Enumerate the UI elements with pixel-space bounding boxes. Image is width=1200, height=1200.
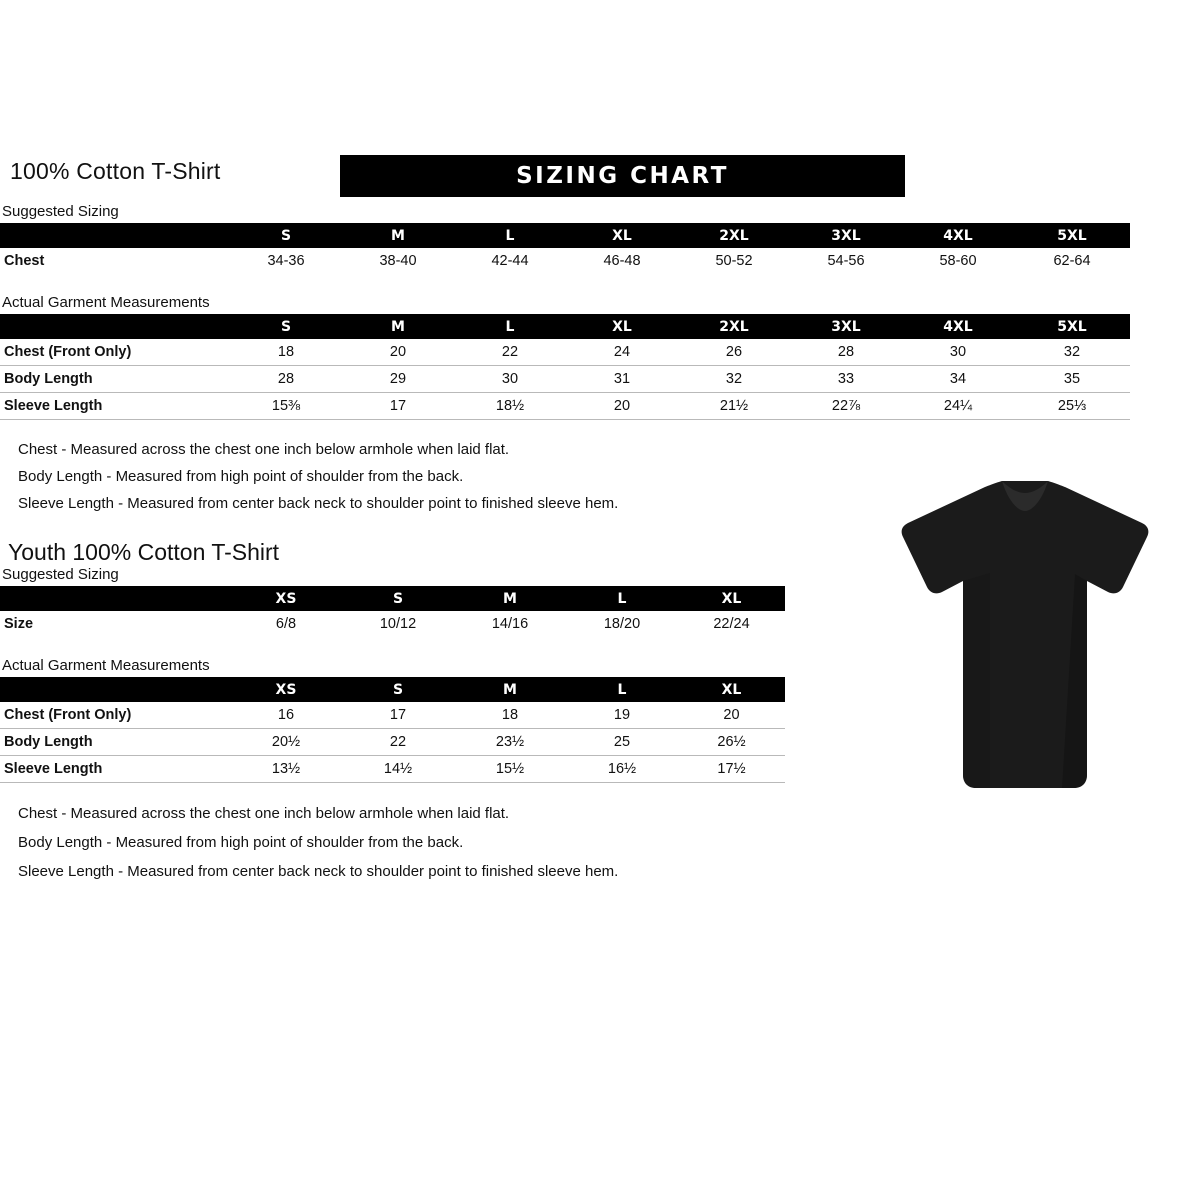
cell-size-s: 10/12 bbox=[379, 616, 417, 632]
cell-chest-3xl: 54-56 bbox=[827, 253, 865, 269]
tshirt-icon bbox=[880, 475, 1170, 805]
header-cell-m: M bbox=[503, 681, 517, 698]
tshirt-product-image bbox=[880, 475, 1170, 805]
cell-chestfront-m: 20 bbox=[342, 339, 454, 366]
cell-sleevelength-5xl: 25⅓ bbox=[1014, 393, 1130, 420]
youth-suggested-label: Suggested Sizing bbox=[2, 566, 119, 583]
table-row bbox=[0, 366, 1130, 393]
adult-suggested-table bbox=[0, 223, 1130, 274]
cell-sleevelength-xl: 17½ bbox=[678, 756, 785, 783]
header-cell-xl: XL bbox=[612, 227, 632, 244]
header-cell-l: L bbox=[617, 590, 627, 607]
header-cell-xl: XL bbox=[721, 681, 742, 698]
cell-bodylength-s: 22 bbox=[342, 729, 454, 756]
cell-bodylength-s: 28 bbox=[230, 366, 342, 393]
cell-chestfront-s: 17 bbox=[342, 702, 454, 729]
cell-chestfront-l: 19 bbox=[566, 702, 678, 729]
header-cell-s: S bbox=[280, 227, 292, 244]
youth-title: Youth 100% Cotton T-Shirt bbox=[8, 539, 280, 565]
cell-chestfront-l: 22 bbox=[454, 339, 566, 366]
cell-sleevelength-2xl: 21½ bbox=[678, 393, 790, 420]
cell-chestfront-xs: 16 bbox=[230, 702, 342, 729]
header-cell-3xl: 3XL bbox=[831, 318, 861, 335]
row-label-sleeve-length: Sleeve Length bbox=[0, 393, 230, 420]
cell-chestfront-m: 18 bbox=[454, 702, 566, 729]
cell-sleevelength-s: 14½ bbox=[342, 756, 454, 783]
cell-chestfront-4xl: 30 bbox=[902, 339, 1014, 366]
cell-chest-s: 34-36 bbox=[267, 253, 305, 269]
header-cell-5xl: 5XL bbox=[1057, 318, 1087, 335]
table-row bbox=[0, 611, 785, 637]
cell-chest-xl: 46-48 bbox=[603, 253, 641, 269]
cell-sleevelength-m: 17 bbox=[342, 393, 454, 420]
cell-size-xl: 22/24 bbox=[713, 616, 750, 632]
header-cell-2xl: 2XL bbox=[719, 318, 749, 335]
cell-sleevelength-3xl: 22⅞ bbox=[790, 393, 902, 420]
table-row bbox=[0, 702, 785, 729]
cell-bodylength-m: 23½ bbox=[454, 729, 566, 756]
cell-chest-5xl: 62-64 bbox=[1053, 253, 1091, 269]
row-label-chest: Chest bbox=[4, 253, 45, 269]
header-cell-xs: XS bbox=[275, 590, 297, 607]
header-cell-xs: XS bbox=[275, 681, 297, 698]
adult-actual-table bbox=[0, 314, 1130, 420]
cell-sleevelength-l: 18½ bbox=[454, 393, 566, 420]
header-cell-l: L bbox=[505, 318, 515, 335]
cell-bodylength-3xl: 33 bbox=[790, 366, 902, 393]
header-cell-m: M bbox=[503, 590, 517, 607]
header-cell-rowlabel bbox=[0, 677, 230, 702]
row-label-size: Size bbox=[4, 616, 34, 632]
youth-actual-label: Actual Garment Measurements bbox=[2, 657, 210, 674]
cell-sleevelength-s: 15⅜ bbox=[230, 393, 342, 420]
header-cell-rowlabel bbox=[0, 223, 230, 248]
row-label-body-length: Body Length bbox=[0, 366, 230, 393]
youth-actual-table bbox=[0, 677, 785, 783]
header-cell-5xl: 5XL bbox=[1057, 227, 1087, 244]
header-cell-3xl: 3XL bbox=[831, 227, 861, 244]
cell-bodylength-5xl: 35 bbox=[1014, 366, 1130, 393]
row-label-chest-front-only: Chest (Front Only) bbox=[0, 339, 230, 366]
cell-bodylength-xl: 31 bbox=[566, 366, 678, 393]
cell-sleevelength-m: 15½ bbox=[454, 756, 566, 783]
cell-chest-4xl: 58-60 bbox=[939, 253, 977, 269]
cell-bodylength-l: 30 bbox=[454, 366, 566, 393]
youth-suggested-table bbox=[0, 586, 785, 637]
cell-size-m: 14/16 bbox=[491, 616, 529, 632]
header-cell-m: M bbox=[391, 227, 405, 244]
table-header-row bbox=[0, 223, 1130, 248]
adult-note-body-length: Body Length - Measured from high point of shoulder from the back. bbox=[18, 468, 464, 485]
row-label-sleeve-length: Sleeve Length bbox=[0, 756, 230, 783]
header-cell-4xl: 4XL bbox=[943, 227, 973, 244]
table-header-row bbox=[0, 586, 785, 611]
youth-note-chest: Chest - Measured across the chest one inch below armhole when laid flat. bbox=[18, 805, 510, 822]
page-title: 100% Cotton T-Shirt bbox=[10, 158, 221, 184]
table-row bbox=[0, 339, 1130, 366]
cell-chestfront-xl: 20 bbox=[678, 702, 785, 729]
table-header-row bbox=[0, 677, 785, 702]
cell-chest-2xl: 50-52 bbox=[715, 253, 753, 269]
youth-note-body-length: Body Length - Measured from high point of shoulder from the back. bbox=[18, 834, 464, 851]
cell-bodylength-xs: 20½ bbox=[230, 729, 342, 756]
cell-bodylength-2xl: 32 bbox=[678, 366, 790, 393]
row-label-body-length: Body Length bbox=[0, 729, 230, 756]
cell-bodylength-4xl: 34 bbox=[902, 366, 1014, 393]
row-label-chest-front-only: Chest (Front Only) bbox=[0, 702, 230, 729]
cell-bodylength-xl: 26½ bbox=[678, 729, 785, 756]
cell-chest-m: 38-40 bbox=[379, 253, 417, 269]
header-cell-rowlabel bbox=[0, 314, 230, 339]
cell-sleevelength-xs: 13½ bbox=[230, 756, 342, 783]
table-row bbox=[0, 393, 1130, 420]
table-row bbox=[0, 729, 785, 756]
cell-chestfront-s: 18 bbox=[230, 339, 342, 366]
header-cell-rowlabel bbox=[0, 586, 230, 611]
cell-sleevelength-l: 16½ bbox=[566, 756, 678, 783]
table-header-row bbox=[0, 314, 1130, 339]
cell-bodylength-l: 25 bbox=[566, 729, 678, 756]
header-cell-4xl: 4XL bbox=[943, 318, 973, 335]
header-cell-l: L bbox=[505, 227, 515, 244]
cell-chestfront-3xl: 28 bbox=[790, 339, 902, 366]
header-cell-s: S bbox=[392, 590, 404, 607]
header-cell-s: S bbox=[392, 681, 404, 698]
header-cell-s: S bbox=[280, 318, 292, 335]
adult-header-row bbox=[0, 155, 1130, 203]
cell-chestfront-2xl: 26 bbox=[678, 339, 790, 366]
header-cell-m: M bbox=[391, 318, 405, 335]
cell-size-xs: 6/8 bbox=[275, 616, 297, 632]
cell-chestfront-xl: 24 bbox=[566, 339, 678, 366]
youth-note-sleeve-length: Sleeve Length - Measured from center back neck to shoulder point to finished sleeve hem. bbox=[18, 863, 619, 880]
cell-bodylength-m: 29 bbox=[342, 366, 454, 393]
header-cell-l: L bbox=[617, 681, 627, 698]
header-cell-xl: XL bbox=[721, 590, 742, 607]
cell-size-l: 18/20 bbox=[603, 616, 641, 632]
header-cell-xl: XL bbox=[612, 318, 632, 335]
adult-note-chest: Chest - Measured across the chest one inch below armhole when laid flat. bbox=[18, 441, 510, 458]
sizing-chart-banner bbox=[340, 155, 905, 197]
cell-sleevelength-xl: 20 bbox=[566, 393, 678, 420]
youth-notes bbox=[18, 799, 1130, 886]
table-row bbox=[0, 756, 785, 783]
adult-actual-label: Actual Garment Measurements bbox=[2, 294, 210, 311]
cell-chest-l: 42-44 bbox=[491, 253, 529, 269]
sizing-chart-banner-label: SIZING CHART bbox=[516, 163, 729, 189]
cell-sleevelength-4xl: 24¼ bbox=[902, 393, 1014, 420]
table-row bbox=[0, 248, 1130, 274]
adult-suggested-label: Suggested Sizing bbox=[2, 203, 119, 220]
cell-chestfront-5xl: 32 bbox=[1014, 339, 1130, 366]
header-cell-2xl: 2XL bbox=[719, 227, 749, 244]
adult-note-sleeve-length: Sleeve Length - Measured from center back neck to shoulder point to finished sleeve hem. bbox=[18, 495, 619, 512]
